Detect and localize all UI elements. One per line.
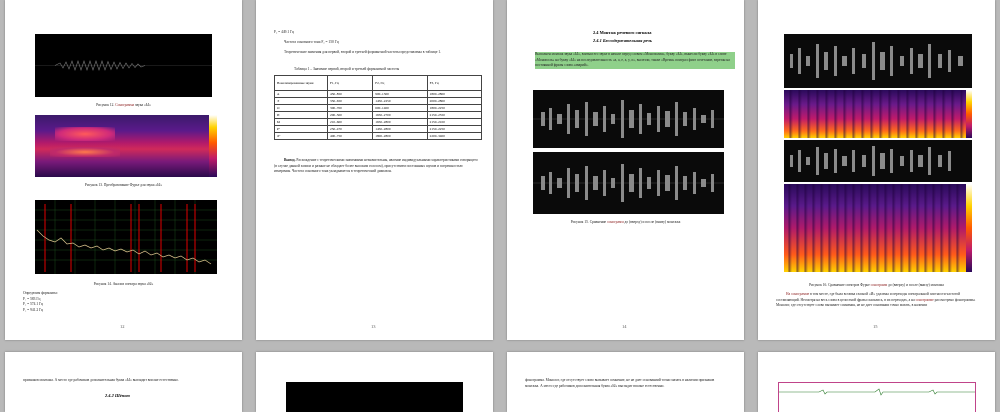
caption-prefix: Рисунок 16. Сравнение спектров Фурье [809, 283, 871, 287]
table-cell: И [275, 112, 328, 119]
page-number: 13 [371, 324, 376, 329]
table-row [275, 105, 482, 112]
table-cell: 200–500 [328, 112, 373, 119]
formants-block [23, 291, 223, 313]
table-header: F3, Гц [427, 76, 481, 91]
figure-14-caption: Рисунок 14. Анализ спектра звука «Ы» [93, 282, 154, 286]
spectrum-analysis-figure [35, 200, 217, 274]
fourier-spectrogram-before [784, 90, 972, 138]
table-cell: 2150–2100 [427, 119, 481, 126]
f0-line: F₀ = 449.1 Гц [274, 30, 295, 34]
document-page-18 [507, 352, 744, 412]
fourier-figure-ы [35, 115, 217, 177]
table-cell: 400–750 [328, 133, 373, 140]
document-page-12 [5, 0, 242, 340]
table-cell: Э [275, 98, 328, 105]
fourier-waveform-before [784, 34, 972, 88]
document-page-14 [507, 0, 744, 340]
page-16-text: признаков монтажа. А место где рабочиков дополнительная буква «Ы» выглядит вполне естественно. [23, 378, 179, 382]
waveform-ы [35, 34, 212, 97]
document-page-19 [758, 352, 995, 412]
document-page-16 [5, 352, 242, 412]
table-cell: 210–600 [328, 119, 373, 126]
waveform-after [533, 152, 724, 214]
table-cell: 1450–2800 [373, 126, 427, 133]
table-cell: Рᵒ [275, 126, 328, 133]
caption-prefix: Рисунок 15. Сравнение [570, 220, 608, 224]
table-cell: 1650–2800 [373, 119, 427, 126]
waveform-figure-ы [35, 34, 212, 97]
table-caption: Таблица 1 – Значение первой, второй и третьей формантной частоты [294, 67, 400, 71]
para-text: рассмотрено фонограммы. Монолог, где отсутствует слово вызывает сомнения, не не дает основании точно мазать, в наличии [776, 297, 976, 307]
table-cell: 300–700 [328, 105, 373, 112]
table-cell: 600–1400 [373, 105, 427, 112]
caption-rest: до (вверху) и после (внизу) монтажа [887, 283, 944, 287]
table-cell: 1800–2800 [427, 91, 481, 98]
para-text: в том месте, где была вставка гласной «И» удалены и переходы спектральной плотности частотой составляющий. Несмотря на весь слова в целостной фразы сказались, в их переходах, а на [776, 292, 961, 302]
caption-prefix: Рисунок 12. [96, 103, 116, 107]
caption-rest: звука «Ы» [134, 103, 151, 107]
conclusion [274, 158, 478, 175]
table-cell: 2000–2800 [427, 98, 481, 105]
document-page-13 [256, 0, 493, 340]
conclusion-text: Расхождение с теоретическими значениями незначительны, явление индивидуальными характеристиками говорящего (в случае данной записи и разные не обладает более высоким голосом), присутствием постоянных шумов и погрешностью измерения. Частота основного тона укладывается в теоретический диапазон. [274, 158, 478, 173]
table-cell: 1800–2250 [427, 105, 481, 112]
sonogram-after [533, 152, 724, 214]
subsection-heading: 2.4.1 Бессодержательная речь [593, 38, 652, 43]
caption-highlight: сонограмм [607, 220, 624, 224]
table-cell: 450–850 [328, 91, 373, 98]
page-number: 14 [622, 324, 627, 329]
table-row [275, 91, 482, 98]
formant-f1: F₁ = 583 Гц [23, 296, 41, 301]
tone-line: Частота основного тона F₀ = 150 Гц [284, 40, 339, 44]
page-19-signal [779, 388, 975, 396]
formant-table [274, 75, 482, 140]
table-row [275, 112, 482, 119]
figure-15-caption [507, 220, 744, 224]
document-page-15 [758, 0, 995, 340]
table-header: F1, Гц [328, 76, 373, 91]
para-highlight: сонограмме [915, 297, 934, 302]
table-cell: 2200–3400 [427, 133, 481, 140]
table-row [275, 126, 482, 133]
table-cell: Лᵒ [275, 133, 328, 140]
formants-label: Определим форманты: [23, 291, 58, 295]
formant-f3: F₃ = 941.2 Гц [23, 307, 44, 312]
table-cell: О [275, 105, 328, 112]
table-cell: А [275, 91, 328, 98]
caption-rest: до (вверху) и после (внизу) монтажа [623, 220, 681, 224]
table-cell: 1450–2250 [373, 98, 427, 105]
waveform-before [533, 90, 724, 148]
page-number: 12 [120, 324, 125, 329]
table-cell: 350–650 [328, 98, 373, 105]
figure-12-caption [5, 103, 242, 107]
table-cell: 1800–2800 [373, 133, 427, 140]
table-cell: 2150–2550 [427, 112, 481, 119]
table-header-row [275, 76, 482, 91]
table-cell: 2150–2250 [427, 126, 481, 133]
figure-16-caption [758, 283, 995, 287]
fourier-waveform-after [784, 140, 972, 182]
conclusion-label: Вывод. [284, 158, 296, 162]
waveform-bottom [784, 140, 972, 182]
table-row [275, 119, 482, 126]
page-19-figure [778, 382, 976, 412]
sonogram-before [533, 90, 724, 148]
table-header: Вокализированные звуки [275, 76, 328, 91]
analysis-paragraph [776, 292, 982, 309]
table-cell: 900–1300 [373, 91, 427, 98]
table-row [275, 98, 482, 105]
caption-highlight: Сонограмма [115, 103, 135, 107]
table-intro: Теоретические значения для первой, второй и третьей формантной частоты представлены в таблице 1. [284, 50, 442, 54]
page-17-figure [286, 382, 463, 412]
caption-highlight: сонограмм [870, 283, 888, 287]
fourier-spectrogram-after [784, 184, 972, 272]
page-18-text: фонограмма. Монолог, где отсутствует слово вызывает сомнение, не не дает основаниий точно мазать в наличии признаков монтажа. А место где рабочиков дополнительная буква «Ы» выглядит вполне естественно. [525, 378, 715, 388]
page-number: 15 [873, 324, 878, 329]
montage-description: Выполнен монтаж звука «Ы», взятым его звуке в начале перед словом «Монополия», букву «Ы», вынесли букву «Ы» в слове «Монополь» на букву «Ы» на последовательность «а, а, е, а, у, о», вылезли, также «Время» поиграл фиат сочетание, взрезан на постоянной фразы слова «аварий». [535, 52, 735, 69]
table-cell: Ы [275, 119, 328, 126]
waveform-top [784, 34, 972, 88]
section-heading: 2.4 Монтаж речевого сигнала [593, 30, 652, 35]
table-header: F2, Гц [373, 76, 427, 91]
table-cell: 250–470 [328, 126, 373, 133]
para-highlight: На сонограмме [786, 292, 810, 296]
figure-13-caption: Рисунок 13. Преобразование Фурье для звука «Ы» [84, 183, 163, 187]
spectrum-plot [35, 200, 217, 274]
formant-f2: F₂ = 574.1 Гц [23, 302, 44, 306]
table-row [275, 133, 482, 140]
document-page-17 [256, 352, 493, 412]
table-cell: 1650–2700 [373, 112, 427, 119]
subsection-heading: 2.4.2 Шёпот [105, 393, 130, 398]
